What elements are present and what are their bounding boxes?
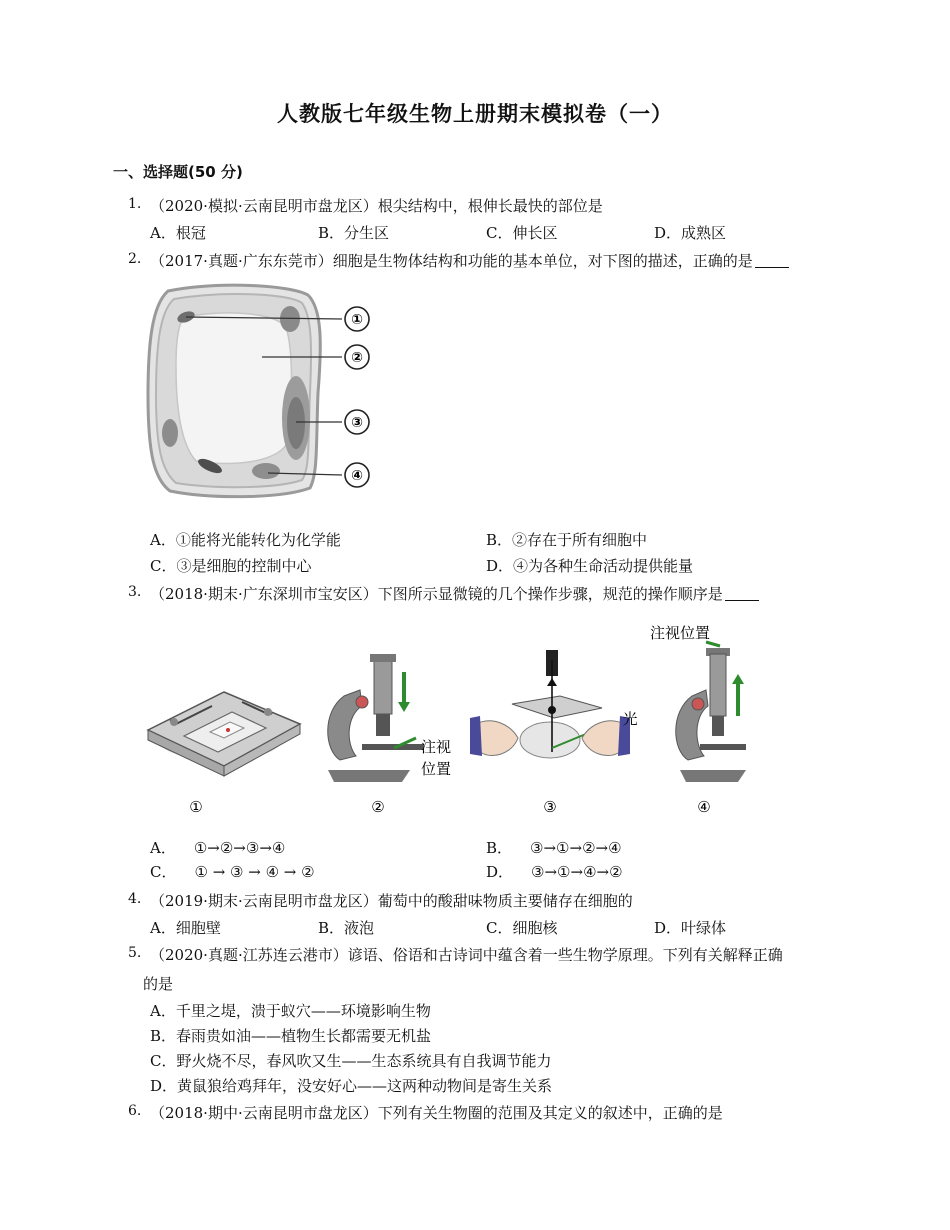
option-a: A． ①→②→③→④ — [150, 839, 286, 857]
option-c: C．伸长区 — [486, 224, 558, 242]
step-label-4: ④ — [697, 798, 711, 816]
stage — [700, 744, 746, 750]
option-b: B． ③→①→②→④ — [486, 839, 622, 857]
label-4: ④ — [351, 468, 363, 484]
step-3-image — [470, 650, 638, 816]
option-d: D．成熟区 — [654, 224, 727, 242]
annot-watch-position: 注视位置 — [649, 624, 711, 642]
arrow-up — [547, 678, 557, 686]
option-d: D．④为各种生命活动提供能量 — [486, 557, 694, 575]
step-4-image — [650, 624, 746, 816]
step-2-image — [328, 654, 451, 816]
option-d: D． ③→①→④→② — [486, 863, 623, 881]
clip-screw — [264, 708, 272, 716]
question-stem-continued: 的是 — [143, 975, 174, 993]
stage — [362, 744, 424, 750]
option-a: A．细胞壁 — [150, 919, 221, 937]
option-c: C．③是细胞的控制中心 — [150, 557, 312, 575]
answer-blank — [755, 253, 789, 268]
option-a: A．①能将光能转化为化学能 — [150, 531, 341, 549]
question-number: 3. — [128, 584, 142, 600]
question-stem: （2019·期末·云南昆明市盘龙区）葡萄中的酸甜味物质主要储存在细胞的 — [150, 892, 633, 910]
step-label-3: ③ — [543, 798, 557, 816]
option-a: A．根冠 — [150, 224, 206, 242]
chloroplast — [162, 419, 178, 447]
option-c: C．细胞核 — [486, 919, 558, 937]
clip-screw — [170, 718, 178, 726]
option-b: B．液泡 — [318, 919, 375, 937]
sight-arrow — [706, 642, 720, 646]
question-number: 1. — [128, 196, 142, 212]
eyepiece-tube — [710, 654, 726, 716]
option-b: B．②存在于所有细胞中 — [486, 531, 648, 549]
step-label-2: ② — [371, 798, 385, 816]
microscope-steps-figure — [140, 620, 760, 825]
question-stem: （2018·期末·广东深圳市宝安区）下图所示显微镜的几个操作步骤，规范的操作顺序是 — [150, 583, 759, 604]
question-number: 5. — [128, 945, 142, 961]
eyepiece — [370, 654, 396, 662]
base — [328, 770, 410, 782]
section-heading: 一、选择题(50 分) — [113, 163, 243, 181]
answer-blank — [725, 586, 759, 601]
question-number: 2. — [128, 251, 142, 267]
left-hand — [476, 721, 518, 756]
option-d: D．黄鼠狼给鸡拜年，没安好心——这两种动物间是寄生关系 — [150, 1077, 553, 1095]
label-1: ① — [351, 312, 363, 328]
adjust-knob — [356, 696, 368, 708]
stage-hole — [548, 706, 556, 714]
base — [680, 770, 746, 782]
question-number: 6. — [128, 1103, 142, 1119]
specimen — [226, 728, 230, 732]
option-d: D．叶绿体 — [654, 919, 727, 937]
adjust-knob — [692, 698, 704, 710]
annot-watch: 注视 — [420, 738, 452, 756]
nucleolus — [287, 397, 305, 449]
question-number: 4. — [128, 891, 142, 907]
question-stem: （2020·真题·江苏连云港市）谚语、俗语和古诗词中蕴含着一些生物学原理。下列有关解释正确 — [150, 946, 783, 964]
annot-position: 位置 — [420, 760, 452, 778]
vacuole — [176, 313, 292, 464]
step-1-image — [148, 692, 300, 816]
annot-light: 光 — [622, 710, 638, 728]
option-c: C． ① → ③ → ④ → ② — [150, 863, 315, 881]
step-label-1: ① — [189, 798, 203, 816]
plant-cell-figure — [140, 283, 380, 505]
right-hand — [582, 721, 624, 756]
chloroplast — [252, 463, 280, 479]
label-2: ② — [351, 350, 363, 366]
question-stem: （2017·真题·广东东莞市）细胞是生物体结构和功能的基本单位，对下图的描述，正确的是 — [150, 250, 789, 271]
eyepiece-tube — [374, 658, 392, 714]
left-sleeve — [470, 716, 482, 756]
arrow-head — [398, 702, 410, 712]
option-b: B．分生区 — [318, 224, 390, 242]
option-b: B．春雨贵如油——植物生长都需要无机盐 — [150, 1027, 432, 1045]
arrow-head — [732, 674, 744, 684]
option-a: A．千里之堤，溃于蚁穴——环境影响生物 — [150, 1002, 431, 1020]
question-stem: （2018·期中·云南昆明市盘龙区）下列有关生物圈的范围及其定义的叙述中，正确的是 — [150, 1104, 723, 1122]
objective — [712, 716, 724, 736]
question-stem: （2020·模拟·云南昆明市盘龙区）根尖结构中，根伸长最快的部位是 — [150, 197, 603, 215]
stage — [512, 696, 602, 718]
label-3: ③ — [351, 415, 363, 431]
option-c: C．野火烧不尽，春风吹又生——生态系统具有自我调节能力 — [150, 1052, 552, 1070]
objective — [376, 714, 390, 736]
page-title: 人教版七年级生物上册期末模拟卷（一） — [277, 102, 673, 126]
